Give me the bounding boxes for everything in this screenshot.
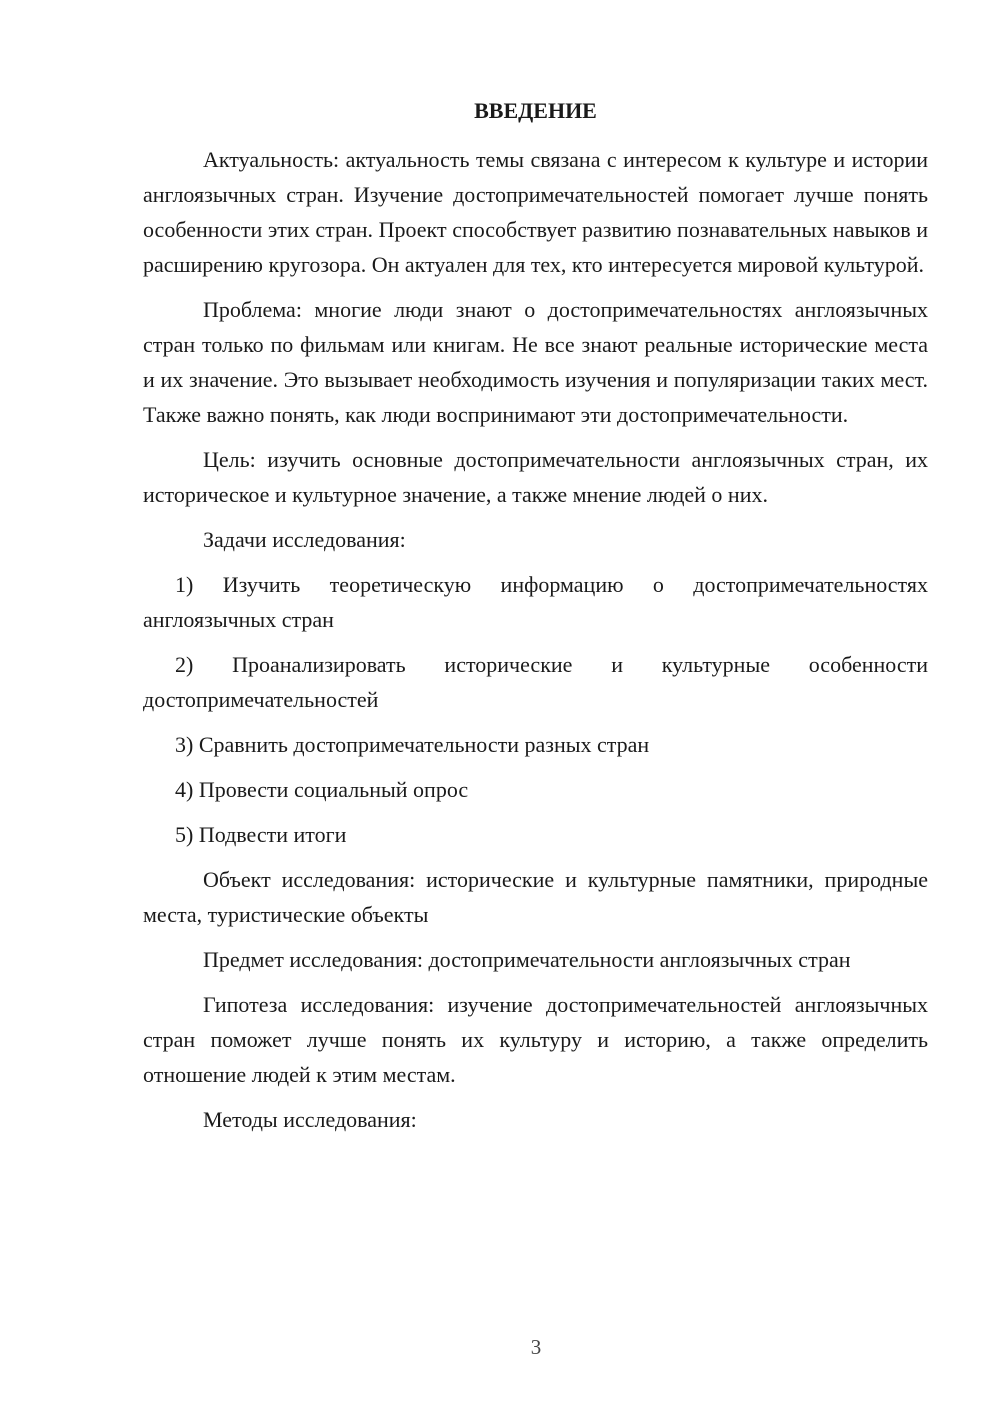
hypothesis-paragraph: Гипотеза исследования: изучение достопримечательностей англоязычных стран поможет лучше понять их культуру и историю, а также определить отношение людей к этим местам. — [143, 992, 928, 1087]
relevance-paragraph: Актуальность: актуальность темы связана с интересом к культуре и истории англоязычных стран. Изучение достопримечательностей помогает лучше понять особенности этих стран. Проект способствует развитию познавательных навыков и расширению кругозора. Он актуален для тех, кто интересуется мировой культурой. — [143, 147, 928, 277]
methods-heading: Методы исследования: — [203, 1107, 417, 1132]
goal-paragraph: Цель: изучить основные достопримечательности англоязычных стран, их историческое и культурное значение, а также мнение людей о них. — [143, 447, 928, 507]
document-body — [143, 142, 928, 1147]
page-number: 3 — [530, 1335, 542, 1359]
task-item: 3) Сравнить достопримечательности разных стран — [175, 732, 650, 757]
subject-paragraph: Предмет исследования: достопримечательности англоязычных стран — [203, 947, 851, 972]
task-item: 1) Изучить теоретическую информацию о достопримечательностях англоязычных стран — [143, 572, 928, 632]
tasks-heading: Задачи исследования: — [203, 527, 406, 552]
problem-paragraph: Проблема: многие люди знают о достопримечательностях англоязычных стран только по фильмам или книгам. Не все знают реальные исторические места и их значение. Это вызывает необходимость изучения и популяризации таких мест. Также важно понять, как люди воспринимают эти достопримечательности. — [143, 297, 928, 427]
section-title: ВВЕДЕНИЕ — [474, 98, 597, 123]
task-item: 2) Проанализировать исторические и культурные особенности достопримечательностей — [143, 652, 928, 712]
object-paragraph: Объект исследования: исторические и культурные памятники, природные места, туристические объекты — [143, 867, 928, 927]
task-item: 5) Подвести итоги — [175, 822, 347, 847]
task-item: 4) Провести социальный опрос — [175, 777, 469, 802]
